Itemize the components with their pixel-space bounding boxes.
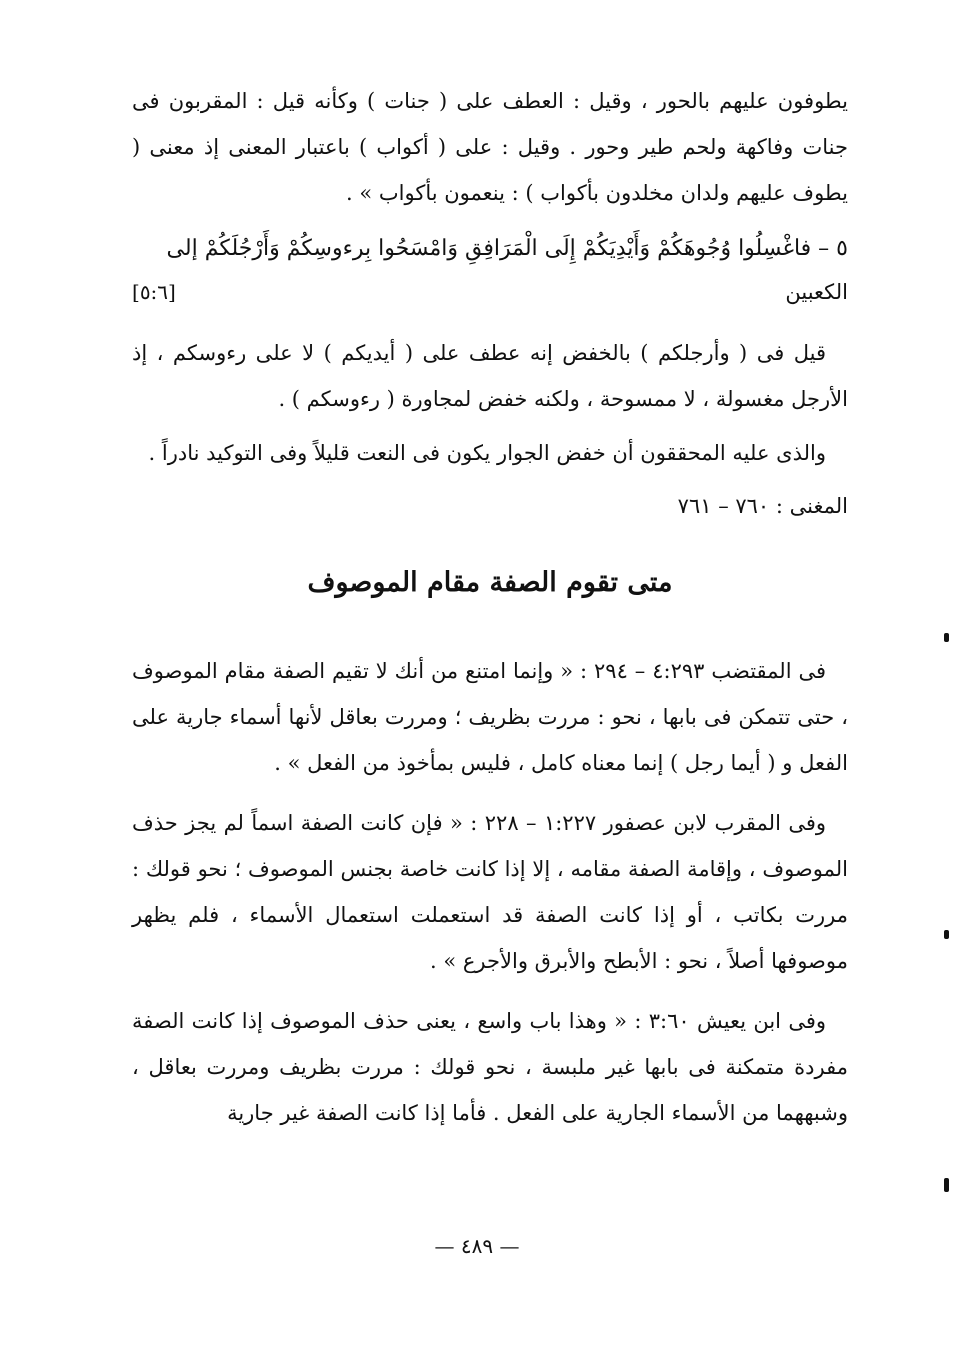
paragraph-continuation: يطوفون عليهم بالحور ، وقيل : العطف على ( جنات ) وكأنه قيل : المقربون فى جنات وفاكهة ولحم طير وحور . وقيل : على ( أكواب ) باعتبار المعنى إذ معنى ( يطوف عليهم ولدان مخلدون بأكواب ) : ينعمون بأكواب » .: [132, 89, 848, 205]
section-title: متى تقوم الصفة مقام الموصوف: [307, 567, 673, 598]
verse-commentary-paragraph: والذى عليه المحققون أن خفض الجوار يكون فى النعت قليلاً وفى التوكيد نادراً .: [148, 441, 826, 465]
page-number: — ٤٨٩ —: [434, 1234, 520, 1258]
section-paragraph: فى المقتضب ٤:٢٩٣ – ٢٩٤ : « وإنما امتنع من أنك لا تقيم الصفة مقام الموصوف ، حتى تتمكن فى بابها ، نحو : مررت بظريف ؛ ومررت بعاقل لأنها أسماء جارية على الفعل و ( أيما رجل ) إنما معناه كامل ، فليس بمأخوذ من الفعل » .: [132, 659, 848, 775]
verse-reference: [٥:٦]: [132, 280, 176, 304]
scan-mark: [944, 1178, 949, 1192]
verse-tail-line: [132, 272, 848, 312]
scan-mark: [944, 930, 949, 939]
verse-commentary-paragraph: قيل فى ( وأرجلكم ) بالخفض إنه عطف على ( أيديكم ) لا على رءوسكم ، إذ الأرجل مغسولة ، لا ممسوحة ، ولكنه خفض لمجاورة ( رءوسكم ) .: [132, 341, 848, 411]
quran-verse: ٥ – فاغْسِلُوا وُجُوهَكُمْ وَأَيْدِيَكُمْ إِلَى الْمَرَافِقِ وَامْسَحُوا بِرءوسِكُمْ وَأَرْجُلَكُمْ إلى: [166, 236, 848, 261]
document-page: [132, 78, 848, 1278]
section-paragraph: وفى ابن يعيش ٣:٦٠ : « وهذا باب واسع ، يعنى حذف الموصوف إذا كانت الصفة مفردة متمكنة فى بابها غير ملبسة ، نحو قولك : مررت بظريف ومررت بعاقل ، وشبههما من الأسماء الجارية على الفعل . فأما إذا كانت الصفة غير جارية: [132, 1009, 848, 1125]
verse-tail-text: الكعبين: [785, 280, 848, 304]
source-citation: المغنى : ٧٦٠ – ٧٦١: [677, 494, 848, 518]
scan-mark: [944, 633, 949, 642]
section-paragraph: وفى المقرب لابن عصفور ١:٢٢٧ – ٢٢٨ : « فإن كانت الصفة اسماً لم يجز حذف الموصوف ، وإقامة الصفة مقامه ، إلا إذا كانت خاصة بجنس الموصوف ؛ نحو قولك : مررت بكاتب ، أو إذا كانت الصفة قد استعملت استعمال الأسماء ، فلم يظهر موصوفها أصلاً ، نحو : الأبطح والأبرق والأجرع » .: [132, 811, 848, 973]
